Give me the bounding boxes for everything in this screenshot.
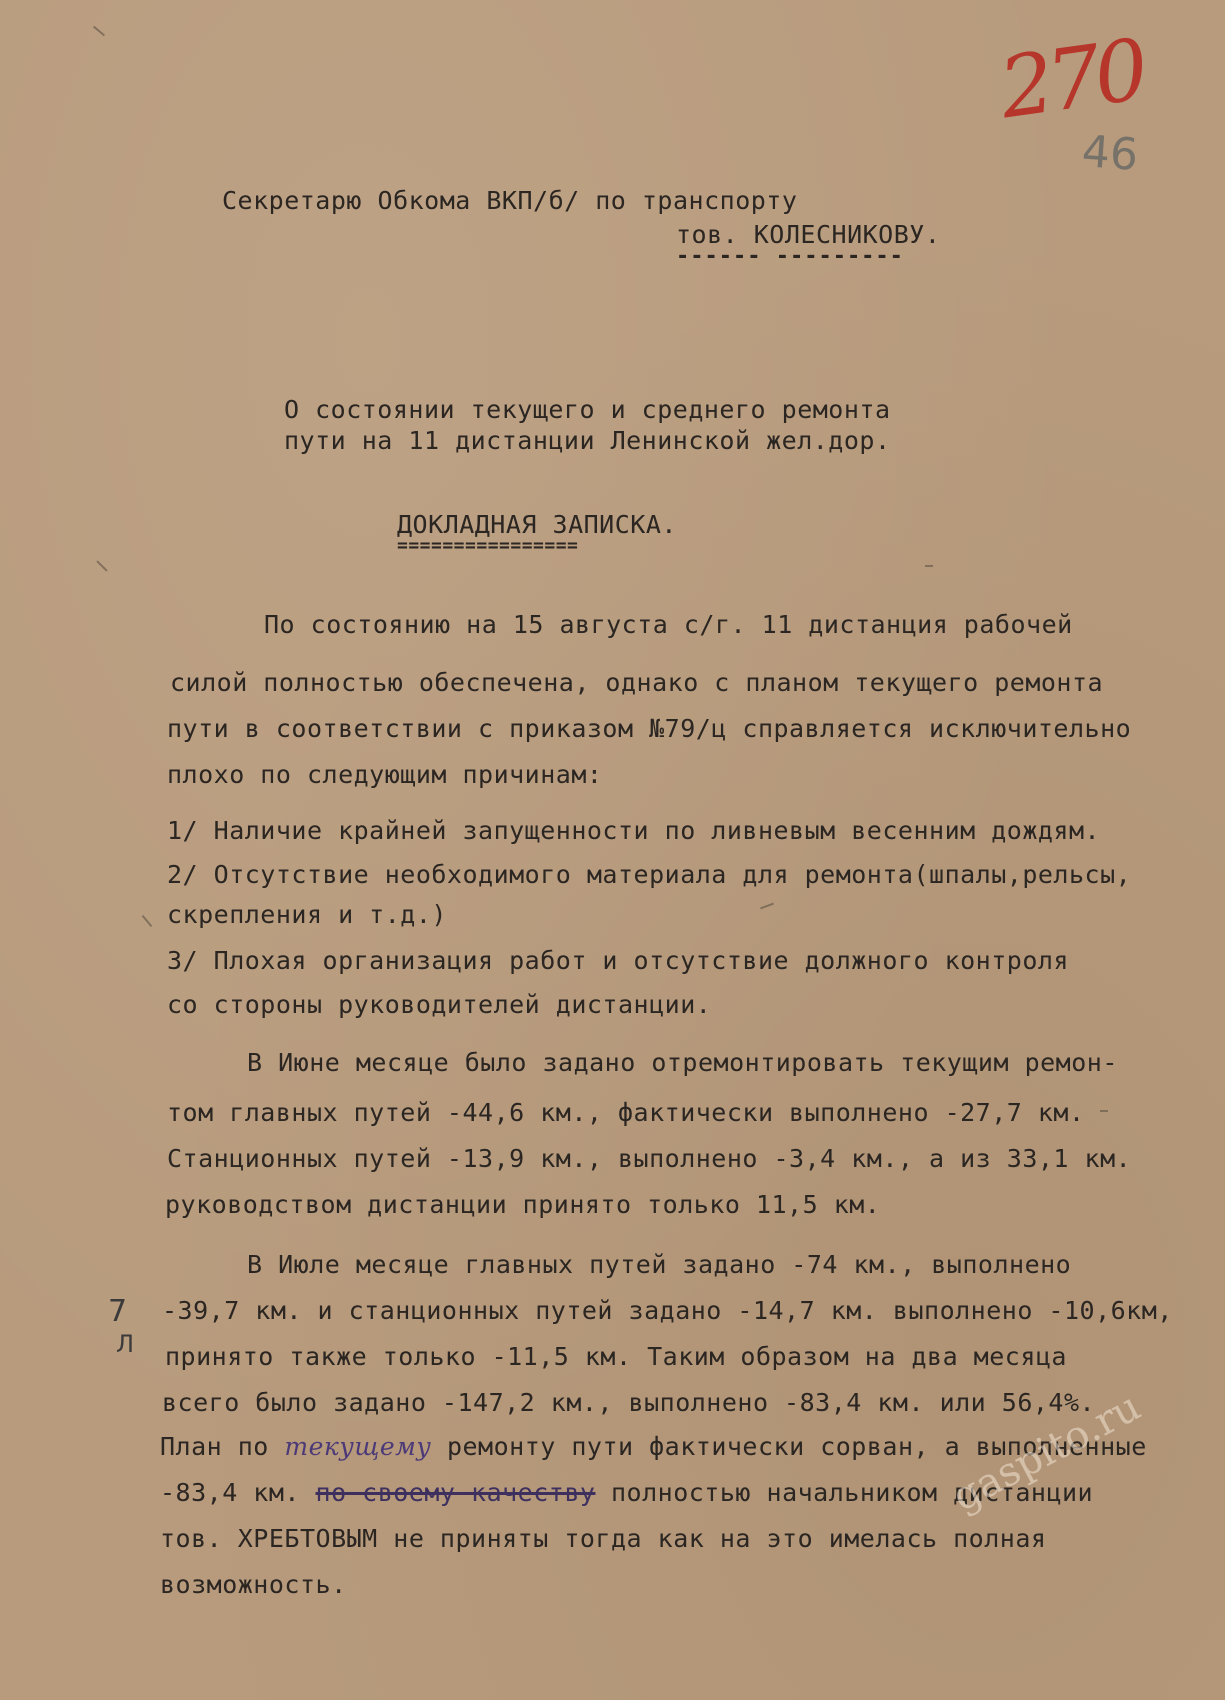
archive-number-stamp: 270 [993,20,1149,138]
paper-speck [93,26,105,37]
sheet-number-pencil: 46 [1080,126,1140,181]
reason-1: 1/ Наличие крайней запущенности по ливневым весенним дождям. [167,816,1101,845]
p3-line-6-end: полностью начальником дистанции [595,1478,1094,1507]
p2-line-4: руководством дистанции принято только 11,5 км. [165,1190,881,1219]
p3-line-7: тов. ХРЕБТОВЫМ не приняты тогда как на это имелась полная [160,1524,1047,1553]
p2-line-1: В Июне месяце было задано отремонтировать текущим ремон- [247,1048,1118,1077]
p3-line-5-end: ремонту пути фактически сорван, а выполненные [431,1432,1147,1461]
addressee-line-2: тов. КОЛЕСНИКОВУ. [676,220,941,249]
p3-line-3: принято также только -11,5 км. Таким образом на два месяца [165,1342,1067,1371]
paper-speck [96,560,107,571]
document-title: ДОКЛАДНАЯ ЗАПИСКА. [397,510,677,539]
reason-3-continued: со стороны руководителей дистанции. [167,990,712,1019]
addressee-underline: ------ --------- [676,244,904,269]
struck-text: по своему качеству [315,1478,596,1507]
subject-line-2: пути на 11 дистанции Ленинской жел.дор. [284,426,891,455]
p3-line-8: возможность. [160,1570,347,1599]
p1-line-2: силой полностью обеспечена, однако с планом текущего ремонта [170,668,1104,697]
watermark: gaspito.ru [945,1383,1148,1521]
paper-speck [760,903,774,910]
p3-line-1: В Июле месяце главных путей задано -74 км., выполнено [247,1250,1072,1279]
margin-mark-1: 7 [108,1294,128,1329]
paper-speck [142,915,153,927]
addressee-line-1: Секретарю Обкома ВКП/б/ по транспорту [222,186,798,215]
p3-line-5-start: План по [160,1432,285,1461]
handwritten-correction: текущему [284,1432,432,1461]
margin-mark-2: Л [116,1330,135,1358]
p2-line-3: Станционных путей -13,9 км., выполнено -3,4 км., а из 33,1 км. [167,1144,1132,1173]
paper-speck [1100,1110,1108,1112]
document-title-underline: ================ [397,535,579,556]
paper-speck [925,565,933,567]
p3-line-6-start: -83,4 км. [160,1478,316,1507]
p1-line-1: По состоянию на 15 августа с/г. 11 дистанция рабочей [264,610,1073,639]
reason-2-continued: скрепления и т.д.) [167,900,447,929]
p1-line-3: пути в соответствии с приказом №79/ц справляется исключительно [167,714,1132,743]
subject-line-1: О состоянии текущего и среднего ремонта [284,395,891,424]
reason-2: 2/ Отсутствие необходимого материала для ремонта(шпалы,рельсы, [167,860,1132,889]
p3-line-4: всего было задано -147,2 км., выполнено -83,4 км. или 56,4%. [162,1388,1096,1417]
p2-line-2: том главных путей -44,6 км., фактически выполнено -27,7 км. [167,1098,1085,1127]
reason-3: 3/ Плохая организация работ и отсутствие должного контроля [167,946,1069,975]
p1-line-4: плохо по следующим причинам: [167,760,603,789]
p3-line-2: -39,7 км. и станционных путей задано -14,7 км. выполнено -10,6км, [162,1296,1173,1325]
